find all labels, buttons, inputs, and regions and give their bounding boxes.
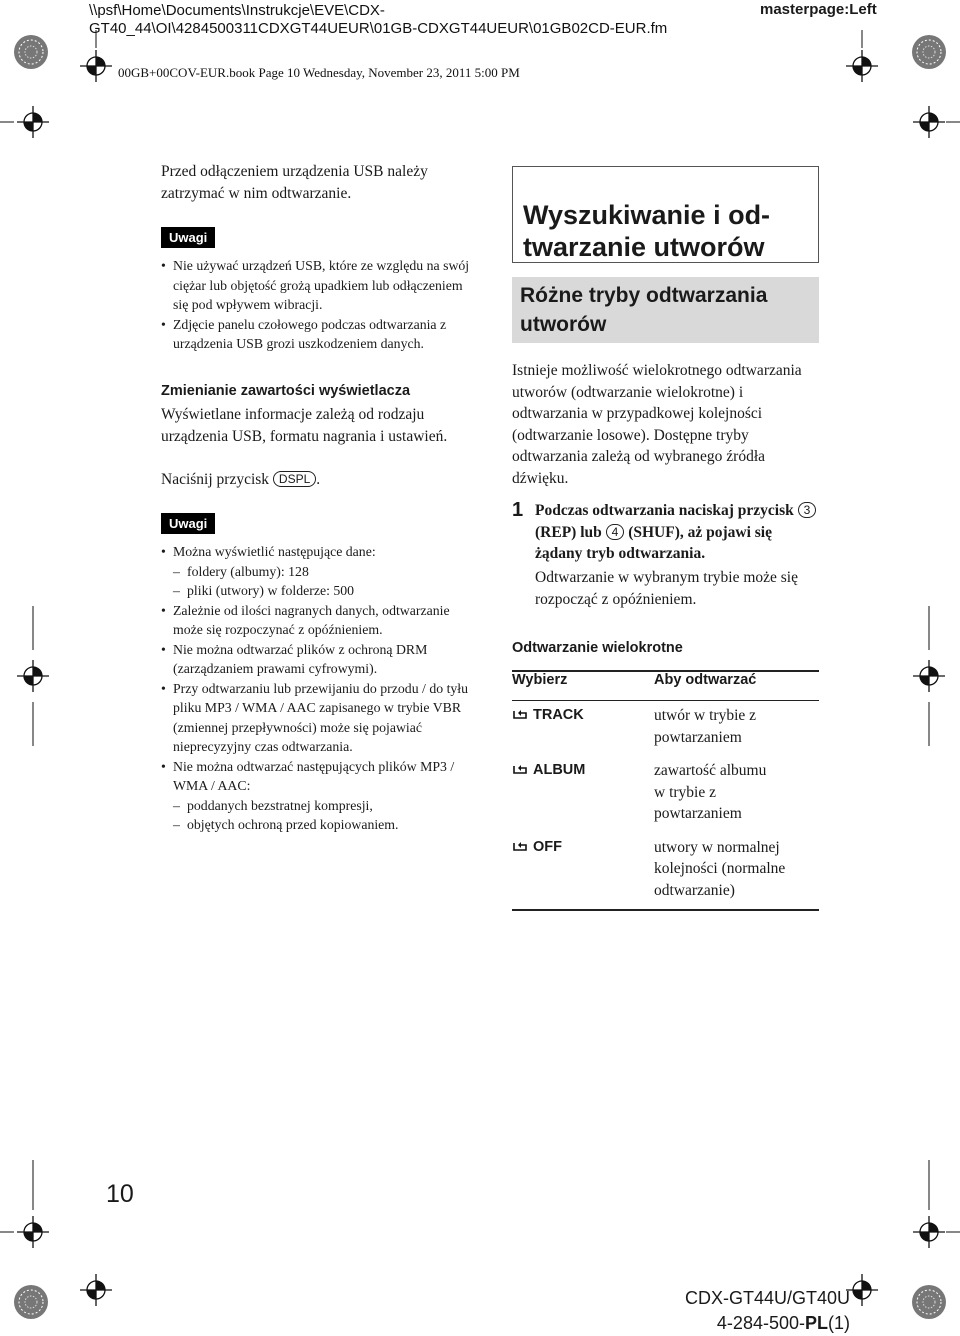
display-heading: Zmienianie zawartości wyświetlacza	[161, 383, 411, 399]
subsection-title	[512, 277, 819, 343]
step-number: 1	[512, 499, 524, 521]
column-header-play: Aby odtwarzać	[654, 671, 819, 701]
code-suffix: (1)	[828, 1313, 850, 1333]
list-subitem: – objętych ochroną przed kopiowaniem.	[161, 815, 473, 835]
mode-description: utwór w trybie z powtarzaniem	[654, 707, 757, 746]
key-4-icon: 4	[606, 524, 625, 540]
repeat-icon	[512, 708, 529, 721]
mode-cell	[512, 756, 654, 833]
press-text: Naciśnij przycisk	[161, 471, 270, 488]
list-item: • Nie można odtwarzać następujących plików MP3 / WMA / AAC:	[161, 757, 473, 796]
dspl-key-icon: DSPL	[273, 471, 316, 487]
table-row	[512, 833, 819, 911]
table-row	[512, 701, 819, 757]
section-title-line-2: twarzanie utworów	[523, 232, 765, 262]
section-title	[512, 166, 819, 263]
modes-intro-paragraph: Istnieje możliwość wielokrotnego odtwarzania utworów (odtwarzanie wielokrotne) i odtwarzania w przypadkowej kolejności (odtwarzanie losowe). Dostępne tryby odtwarzania zależą od wybranego źródła dźwięku.	[512, 362, 802, 487]
list-item: • Można wyświetlić następujące dane:	[161, 542, 473, 562]
section-title-line-1: Wyszukiwanie i od-	[523, 200, 771, 230]
file-path-line-2: GT40_44\OI\4284500311CDXGT44UEUR\01GB-CDXGT44UEUR\01GB02CD-EUR.fm	[89, 20, 668, 37]
masterpage-label: masterpage:Left	[760, 1, 877, 18]
subsection-title-line-1: Różne tryby odtwarzania	[520, 284, 768, 307]
column-header-select: Wybierz	[512, 671, 654, 701]
step-text-b: (REP) lub	[535, 523, 602, 541]
list-item: • Przy odtwarzaniu lub przewijaniu do przodu / do tyłu pliku MP3 / WMA / AAC zapisanego w trybie VBR (zmiennej przepływności) może się pojawiać nieprecyzyjny czas odtwarzania.	[161, 679, 473, 757]
mode-cell	[512, 833, 654, 911]
sentence-period: .	[316, 471, 321, 488]
step-instruction	[535, 500, 823, 565]
mode-description: utwory w normalnej kolejności (normalne odtwarzanie)	[654, 833, 819, 911]
model-name: CDX-GT44U/GT40U	[684, 1288, 850, 1308]
repeat-modes-table	[512, 670, 819, 911]
book-info-line: 00GB+00COV-EUR.book Page 10 Wednesday, November 23, 2011 5:00 PM	[118, 65, 520, 80]
list-subitem: – poddanych bezstratnej kompresji,	[161, 796, 473, 816]
mode-label: TRACK	[533, 707, 584, 723]
notes-list-1	[161, 256, 471, 354]
step-text-c: (SHUF), aż pojawi się żądany tryb odtwarzania.	[535, 523, 772, 562]
list-subitem: – foldery (albumy): 128	[161, 562, 473, 582]
list-item: • Zdjęcie panelu czołowego podczas odtwarzania z urządzenia USB grozi uszkodzeniem danych.	[161, 315, 471, 354]
mode-cell	[512, 701, 654, 757]
document-code	[717, 1313, 850, 1334]
step-note: Odtwarzanie w wybranym trybie może się rozpocząć z opóźnieniem.	[535, 569, 798, 608]
step-text-a: Podczas odtwarzania naciskaj przycisk	[535, 502, 794, 519]
list-subitem: – pliki (utwory) w folderze: 500	[161, 581, 473, 601]
mode-label: ALBUM	[533, 762, 586, 778]
intro-paragraph: Przed odłączeniem urządzenia USB należy zatrzymać w nim odtwarzanie.	[161, 163, 428, 202]
display-paragraph: Wyświetlane informacje zależą od rodzaju urządzenia USB, formatu nagrania i ustawień.	[161, 406, 448, 445]
repeat-icon	[512, 763, 529, 776]
notes-badge: Uwagi	[161, 513, 215, 534]
mode-label: OFF	[533, 838, 562, 855]
mode-description: zawartość albumu w trybie z powtarzaniem	[654, 762, 767, 822]
repeat-icon	[512, 840, 529, 853]
key-3-icon: 3	[798, 502, 817, 518]
press-instruction	[161, 469, 320, 491]
repeat-heading: Odtwarzanie wielokrotne	[512, 640, 683, 656]
table-header-row	[512, 671, 819, 701]
list-item: • Nie używać urządzeń USB, które ze względu na swój ciężar lub objętość grożą upadkiem lub odłączeniem się pod wpływem wibracji.	[161, 256, 471, 315]
table-row	[512, 756, 819, 833]
list-item: • Zależnie od ilości nagranych danych, odtwarzanie może się rozpoczynać z opóźnieniem.	[161, 601, 473, 640]
notes-list-2	[161, 542, 473, 835]
notes-badge: Uwagi	[161, 227, 215, 248]
code-language: PL	[804, 1313, 828, 1333]
page-number: 10	[106, 1180, 134, 1208]
code-prefix: 4-284-500-	[716, 1313, 805, 1333]
list-item: • Nie można odtwarzać plików z ochroną DRM (zarządzaniem prawami cyfrowymi).	[161, 640, 473, 679]
notes-label-2	[161, 513, 215, 534]
file-path-line-1: \\psf\Home\Documents\Instrukcje\EVE\CDX-	[89, 2, 385, 19]
notes-label-1	[161, 227, 215, 248]
subsection-title-line-2: utworów	[520, 313, 607, 336]
